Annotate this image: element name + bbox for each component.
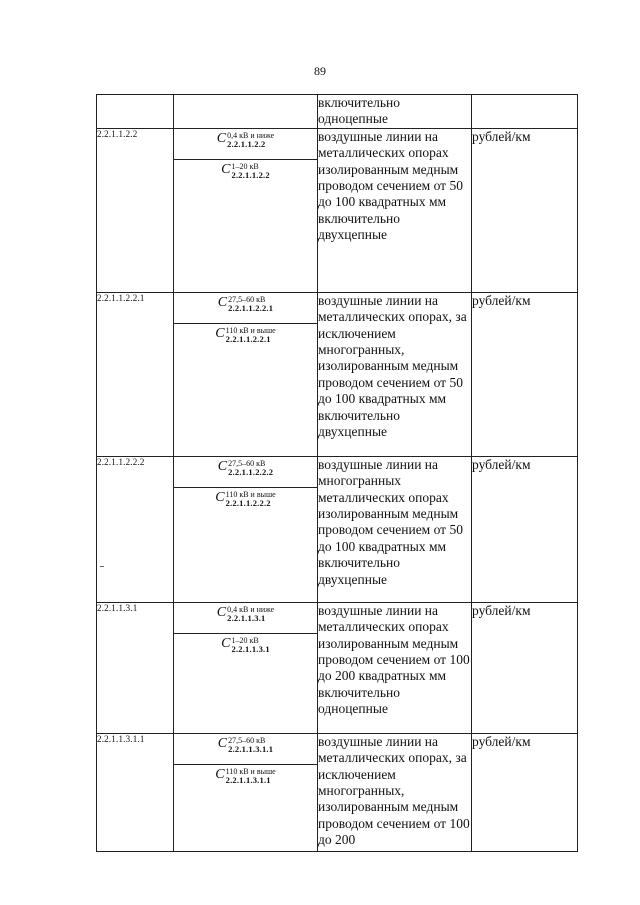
tariff-table bbox=[96, 94, 578, 852]
code-cell: 2.2.1.1.3.1.1 bbox=[97, 733, 174, 851]
subscript: 2.2.1.1.3.1.1 bbox=[228, 743, 274, 754]
symbol: C bbox=[221, 635, 231, 651]
symbol: C bbox=[216, 604, 227, 620]
formula-cell bbox=[174, 456, 318, 602]
symbol: C bbox=[217, 735, 228, 751]
code-cell: 2.2.1.1.2.2.1 bbox=[97, 292, 174, 456]
subscript: 2.2.1.1.3.1 bbox=[227, 612, 266, 623]
superscript: 110 кВ и выше bbox=[225, 325, 276, 335]
formula-cell bbox=[174, 602, 318, 733]
subscript: 2.2.1.1.2.2.1 bbox=[228, 302, 274, 313]
formula-variant bbox=[174, 129, 317, 159]
table-row bbox=[97, 456, 578, 602]
symbol: C bbox=[217, 294, 228, 310]
subscript: 2.2.1.1.3.1.1 bbox=[225, 774, 271, 785]
unit-cell: рублей/км bbox=[472, 128, 578, 292]
description-cell: воздушные линии на многогранных металлических опорах изолированным медным проводом сечением от 50 до 100 квадратных мм включительно двухцепные bbox=[318, 456, 472, 602]
symbol: C bbox=[215, 766, 225, 782]
formula-cell bbox=[174, 95, 318, 129]
symbol: C bbox=[215, 489, 225, 505]
table-row bbox=[97, 602, 578, 733]
unit-cell: рублей/км bbox=[472, 456, 578, 602]
page-number: 89 bbox=[314, 64, 326, 78]
subscript: 2.2.1.1.2.2 bbox=[231, 169, 270, 180]
superscript: 0,4 кВ и ниже bbox=[227, 604, 275, 614]
subscript: 2.2.1.1.2.2.2 bbox=[225, 497, 271, 508]
code-cell: 2.2.1.1.2.2.2 bbox=[97, 456, 174, 602]
description-cell: воздушные линии на металлических опорах, за исключением многогранных, изолированным медным проводом сечением от 100 до 200 bbox=[318, 733, 472, 851]
unit-cell: рублей/км bbox=[472, 602, 578, 733]
symbol: C bbox=[216, 130, 227, 146]
superscript: 27,5–60 кВ bbox=[228, 458, 266, 468]
superscript: 1–20 кВ bbox=[231, 161, 259, 171]
code-cell: 2.2.1.1.3.1 bbox=[97, 602, 174, 733]
formula-cell bbox=[174, 733, 318, 851]
code-cell bbox=[97, 95, 174, 129]
formula-variant bbox=[174, 293, 317, 323]
description-cell: включительно одноцепные bbox=[318, 95, 472, 129]
superscript: 1–20 кВ bbox=[231, 635, 259, 645]
unit-cell: рублей/км bbox=[472, 733, 578, 851]
formula-variant bbox=[174, 457, 317, 487]
table-row bbox=[97, 733, 578, 851]
description-cell: воздушные линии на металлических опорах изолированным медным проводом сечением от 100 до 200 квадратных мм включительно одноцепные bbox=[318, 602, 472, 733]
symbol: C bbox=[215, 325, 225, 341]
superscript: 0,4 кВ и ниже bbox=[227, 130, 275, 140]
table-row bbox=[97, 292, 578, 456]
subscript: 2.2.1.1.2.2.2 bbox=[228, 466, 274, 477]
table-row bbox=[97, 95, 578, 129]
subscript: 2.2.1.1.3.1 bbox=[231, 643, 270, 654]
formula-variant bbox=[174, 633, 317, 664]
superscript: 27,5–60 кВ bbox=[228, 294, 266, 304]
table-row bbox=[97, 128, 578, 292]
description-cell: воздушные линии на металлических опорах, за исключением многогранных, изолированным медным проводом сечением от 50 до 100 квадратных мм включительно двухцепные bbox=[318, 292, 472, 456]
description-cell: воздушные линии на металлических опорах изолированным медным проводом сечением от 50 до 100 квадратных мм включительно двухцепные bbox=[318, 128, 472, 292]
unit-cell bbox=[472, 95, 578, 129]
symbol: C bbox=[221, 161, 231, 177]
superscript: 110 кВ и выше bbox=[225, 766, 276, 776]
formula-variant bbox=[174, 734, 317, 764]
symbol: C bbox=[217, 458, 228, 474]
unit-cell: рублей/км bbox=[472, 292, 578, 456]
formula-cell bbox=[174, 292, 318, 456]
formula-variant bbox=[174, 764, 317, 795]
margin-mark bbox=[100, 566, 104, 567]
formula-variant bbox=[174, 603, 317, 633]
superscript: 110 кВ и выше bbox=[225, 489, 276, 499]
formula-variant bbox=[174, 487, 317, 518]
formula-variant bbox=[174, 323, 317, 354]
code-cell: 2.2.1.1.2.2 bbox=[97, 128, 174, 292]
subscript: 2.2.1.1.2.2 bbox=[227, 138, 266, 149]
subscript: 2.2.1.1.2.2.1 bbox=[225, 333, 271, 344]
formula-cell bbox=[174, 128, 318, 292]
formula-variant bbox=[174, 159, 317, 190]
superscript: 27,5–60 кВ bbox=[228, 735, 266, 745]
